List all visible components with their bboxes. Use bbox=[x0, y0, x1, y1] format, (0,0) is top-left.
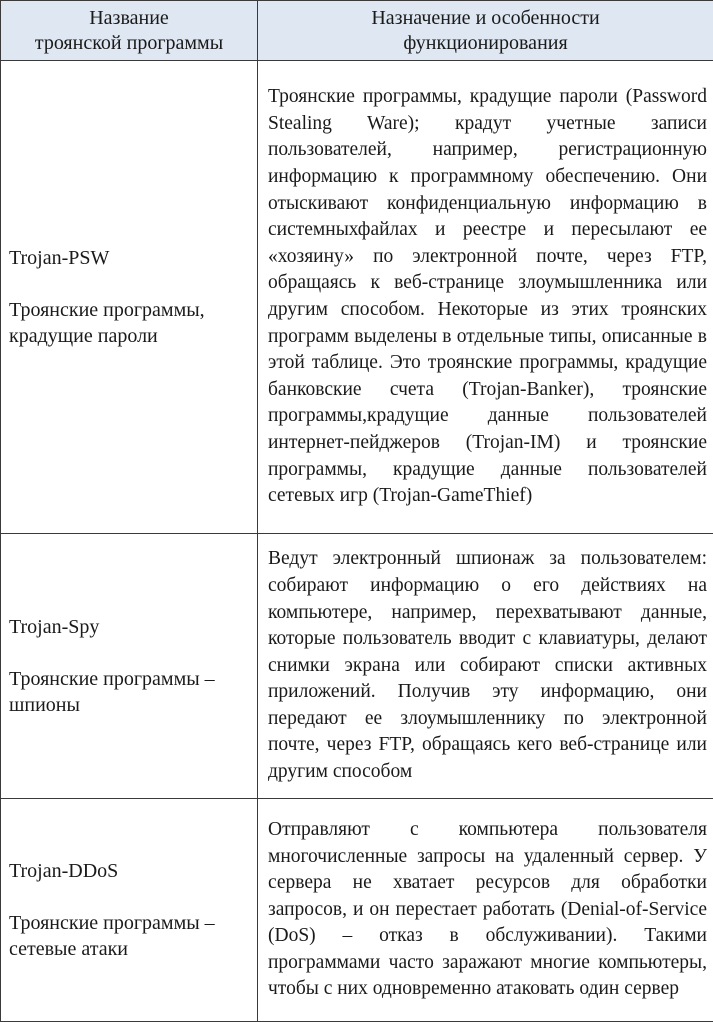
trojan-description: Ведут электронный шпионаж за пользователем: собирают информацию о его действиях на компьютере, например, перехватывают данные, которые пользователь вводит с клавиатуры, делают снимки экрана или собирают списки активных приложений. Получив эту информацию, они передают ее злоумышленнику по электронной почте, через FTP, обращаясь кего веб-странице или другим способом bbox=[258, 534, 713, 799]
header-description-column: Назначение и особенности функционирования bbox=[258, 1, 713, 61]
trojan-name-cell bbox=[1, 534, 258, 799]
trojan-description: Троянские программы, крадущие пароли (Password Stealing Ware); крадут учетные записи пользователей, например, регистрационную информацию к программному обеспечению. Они отыскивают конфиденциальную информацию в системныхфайлах и реестре и пересылают ее «хозяину» по электронной почте, через FTP, обращаясь к веб-странице злоумышленника или другим способом. Некоторые из этих троянских программ выделены в отдельные типы, описанные в этой таблице. Это троянские программы, крадущие банковские счета (Trojan-Banker), троянские программы,крадущие данные пользователей интернет-пейджеров (Trojan-IM) и троянские программы, крадущие данные пользователей сетевых игр (Trojan-GameThief) bbox=[258, 61, 713, 534]
table-row bbox=[1, 799, 713, 1022]
trojan-title: Троянские программы – шпионы bbox=[9, 666, 249, 718]
trojan-title: Троянские программы – сетевые атаки bbox=[9, 910, 249, 962]
trojan-id: Trojan-DDoS bbox=[9, 858, 249, 884]
table-header-row bbox=[1, 1, 713, 61]
trojan-name-cell bbox=[1, 61, 258, 534]
trojan-title: Троянские программы, крадущие пароли bbox=[9, 297, 249, 349]
table-row bbox=[1, 61, 713, 534]
table-row bbox=[1, 534, 713, 799]
trojan-description: Отправляют с компьютера пользователя многочисленные запросы на удаленный сервер. У сервера не хватает ресурсов для обработки запросов, и он перестает работать (Denial-of-Service (DoS) – отказ в обслуживании). Такими программами часто заражают многие компьютеры, чтобы с них одновременно атаковать один сервер bbox=[258, 799, 713, 1022]
header-name-column: Название троянской программы bbox=[1, 1, 258, 61]
trojan-id: Trojan-PSW bbox=[9, 245, 249, 271]
trojan-id: Trojan-Spy bbox=[9, 614, 249, 640]
trojan-name-cell bbox=[1, 799, 258, 1022]
